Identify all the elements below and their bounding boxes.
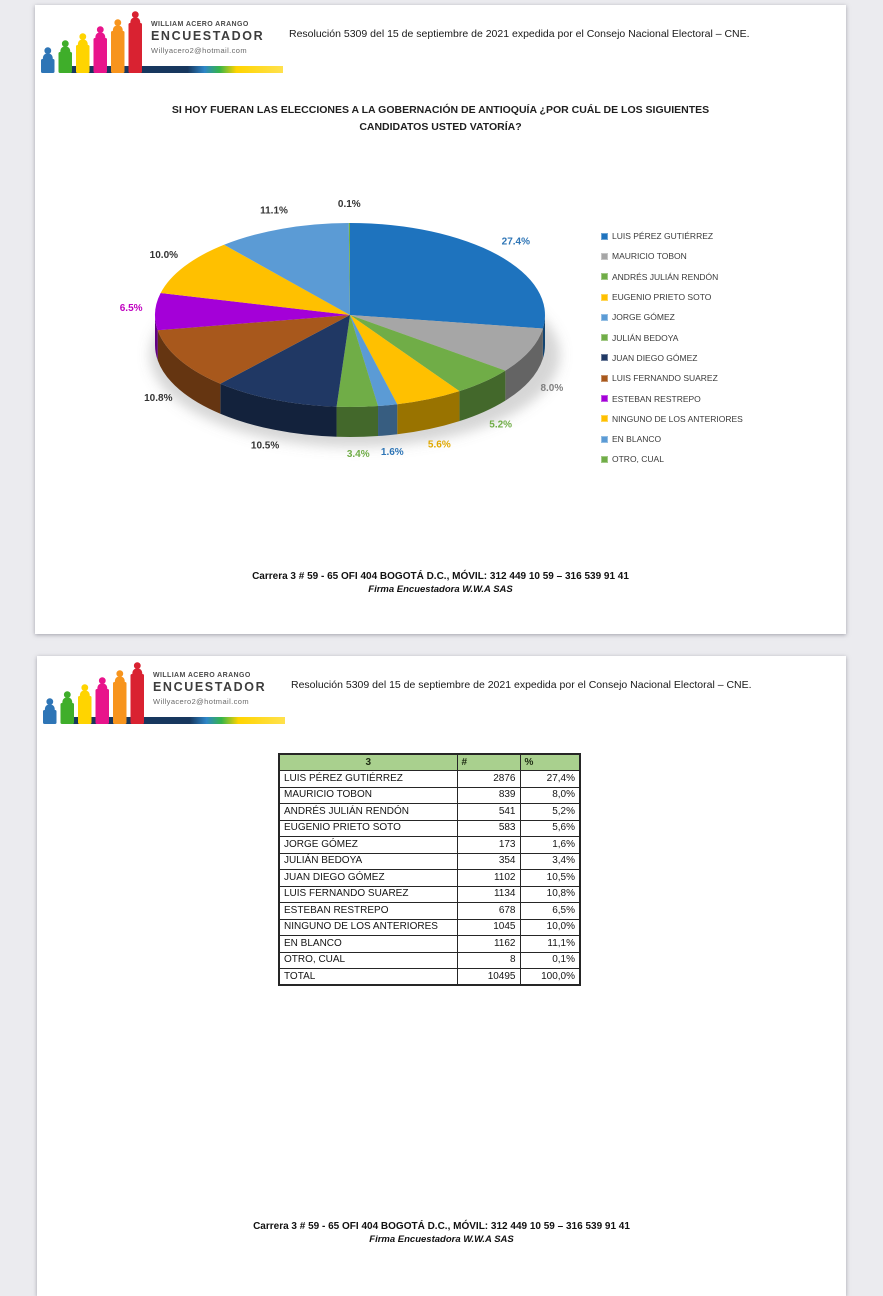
resolution-text: Resolución 5309 del 15 de septiembre de 2021 expedida por el Consejo Nacional Electoral – CNE. — [289, 28, 750, 40]
legend-item — [601, 246, 743, 266]
header-question-number: 3 — [279, 754, 457, 771]
candidate-name-cell: JULIÁN BEDOYA — [279, 853, 457, 870]
legend-item — [601, 388, 743, 408]
legend-swatch — [601, 314, 608, 321]
legend-item — [601, 368, 743, 388]
candidate-name-cell: TOTAL — [279, 969, 457, 986]
legend-swatch — [601, 375, 608, 382]
logo-figure — [76, 33, 90, 73]
logo-figure — [131, 662, 145, 724]
org-block — [151, 21, 291, 55]
resolution-text: Resolución 5309 del 15 de septiembre de 2021 expedida por el Consejo Nacional Electoral – CNE. — [291, 679, 752, 691]
logo-figure — [96, 677, 110, 724]
logo-figure — [129, 11, 143, 73]
percent-cell: 10,0% — [520, 919, 580, 936]
pie-data-label: 11.1% — [260, 205, 288, 217]
legend-label: MAURICIO TOBON — [612, 251, 687, 262]
candidate-name-cell: ANDRÉS JULIÁN RENDÓN — [279, 804, 457, 821]
table-row — [279, 886, 580, 903]
table-row — [279, 952, 580, 969]
logo-figure — [41, 47, 55, 73]
org-role: ENCUESTADOR — [153, 680, 267, 694]
legend-swatch — [601, 456, 608, 463]
legend-label: OTRO, CUAL — [612, 454, 664, 465]
pie-data-label: 8.0% — [540, 382, 564, 394]
legend-swatch — [601, 273, 608, 280]
legend-label: JORGE GÓMEZ — [612, 312, 675, 323]
legend-item — [601, 287, 743, 307]
pie-data-label: 10.5% — [250, 440, 280, 452]
org-name: WILLIAM ACERO ARANGO — [153, 672, 251, 679]
pie-data-label: 10.8% — [144, 393, 173, 405]
logo-figure — [43, 698, 57, 724]
org-email: Willyacero2@hotmail.com — [153, 697, 250, 706]
candidate-name-cell: MAURICIO TOBON — [279, 787, 457, 804]
legend-item — [601, 429, 743, 449]
pie-data-label: 5.6% — [427, 439, 451, 451]
legend-swatch — [601, 436, 608, 443]
footer-firm: Firma Encuestadora W.W.A SAS — [368, 584, 513, 595]
question-title-line2: CANDIDATOS USTED VATORÍA? — [359, 121, 522, 134]
legend-label: ESTEBAN RESTREPO — [612, 393, 701, 404]
legend-swatch — [601, 354, 608, 361]
legend-label: LUIS PÉREZ GUTIÉRREZ — [612, 231, 714, 242]
table-row — [279, 837, 580, 854]
count-cell: 678 — [457, 903, 520, 920]
count-cell: 8 — [457, 952, 520, 969]
org-name: WILLIAM ACERO ARANGO — [151, 21, 249, 28]
legend-item — [601, 327, 743, 347]
percent-cell: 8,0% — [520, 787, 580, 804]
question-title-line1: SI HOY FUERAN LAS ELECCIONES A LA GOBERNACIÓN DE ANTIOQUÍA ¿POR CUÁL DE LOS SIGUIENTES — [171, 104, 710, 116]
percent-cell: 10,8% — [520, 886, 580, 903]
table-header-row — [279, 754, 580, 771]
footer-address: Carrera 3 # 59 - 65 OFI 404 BOGOTÁ D.C., MÓVIL: 312 449 10 59 – 316 539 91 41 — [253, 1221, 630, 1232]
question-title — [75, 102, 806, 137]
candidate-name-cell: ESTEBAN RESTREPO — [279, 903, 457, 920]
legend-swatch — [601, 415, 608, 422]
count-cell: 354 — [457, 853, 520, 870]
table-row — [279, 853, 580, 870]
table-row — [279, 936, 580, 953]
legend-swatch — [601, 233, 608, 240]
candidate-name-cell: LUIS PÉREZ GUTIÉRREZ — [279, 771, 457, 788]
legend-label: LUIS FERNANDO SUAREZ — [612, 373, 718, 384]
pie-data-label: 0.1% — [337, 199, 361, 211]
legend-swatch — [601, 395, 608, 402]
header-count: # — [457, 754, 520, 771]
table-row — [279, 969, 580, 986]
count-cell: 2876 — [457, 771, 520, 788]
percent-cell: 3,4% — [520, 853, 580, 870]
count-cell: 1045 — [457, 919, 520, 936]
pie-data-label: 5.2% — [489, 419, 513, 431]
candidate-name-cell: EUGENIO PRIETO SOTO — [279, 820, 457, 837]
report-page-2 — [37, 656, 846, 1296]
percent-cell: 27,4% — [520, 771, 580, 788]
legend-label: ANDRÉS JULIÁN RENDÓN — [612, 271, 719, 282]
pie-data-label: 6.5% — [119, 302, 143, 314]
percent-cell: 5,2% — [520, 804, 580, 821]
legend-swatch — [601, 294, 608, 301]
table-row — [279, 787, 580, 804]
candidate-name-cell: JUAN DIEGO GÓMEZ — [279, 870, 457, 887]
header-percent: % — [520, 754, 580, 771]
candidate-name-cell: EN BLANCO — [279, 936, 457, 953]
logo-figure — [94, 26, 108, 73]
percent-cell: 11,1% — [520, 936, 580, 953]
pie-slice-side — [337, 406, 378, 437]
candidate-name-cell: OTRO, CUAL — [279, 952, 457, 969]
legend-label: JULIÁN BEDOYA — [612, 332, 679, 343]
legend-label: EN BLANCO — [612, 434, 662, 445]
pie-data-label: 3.4% — [346, 448, 370, 460]
count-cell: 1102 — [457, 870, 520, 887]
count-cell: 583 — [457, 820, 520, 837]
table-row — [279, 771, 580, 788]
percent-cell: 0,1% — [520, 952, 580, 969]
count-cell: 541 — [457, 804, 520, 821]
org-block — [153, 672, 293, 706]
table-row — [279, 903, 580, 920]
legend-item — [601, 307, 743, 327]
pie-slice-side — [378, 404, 397, 436]
logo-figure — [78, 684, 92, 724]
logo-figure — [61, 691, 75, 724]
pie-data-label: 10.0% — [149, 250, 179, 262]
legend-swatch — [601, 334, 608, 341]
table-row — [279, 870, 580, 887]
legend-swatch — [601, 253, 608, 260]
pie-data-label: 1.6% — [380, 446, 404, 458]
org-email: Willyacero2@hotmail.com — [151, 46, 248, 55]
legend-label: EUGENIO PRIETO SOTO — [612, 292, 712, 303]
legend-item — [601, 409, 743, 429]
legend-item — [601, 348, 743, 368]
percent-cell: 10,5% — [520, 870, 580, 887]
table-row — [279, 804, 580, 821]
count-cell: 10495 — [457, 969, 520, 986]
chart-legend — [601, 226, 743, 470]
page-footer — [35, 571, 846, 595]
candidate-name-cell: JORGE GÓMEZ — [279, 837, 457, 854]
legend-item — [601, 449, 743, 469]
percent-cell: 100,0% — [520, 969, 580, 986]
footer-address: Carrera 3 # 59 - 65 OFI 404 BOGOTÁ D.C., MÓVIL: 312 449 10 59 – 316 539 91 41 — [252, 571, 629, 582]
candidate-name-cell: LUIS FERNANDO SUAREZ — [279, 886, 457, 903]
count-cell: 173 — [457, 837, 520, 854]
logo-figure — [111, 19, 125, 73]
footer-firm: Firma Encuestadora W.W.A SAS — [369, 1234, 514, 1245]
count-cell: 1162 — [457, 936, 520, 953]
results-table — [278, 753, 581, 986]
legend-label: NINGUNO DE LOS ANTERIORES — [612, 413, 743, 424]
pie-chart — [100, 195, 640, 480]
percent-cell: 6,5% — [520, 903, 580, 920]
percent-cell: 1,6% — [520, 837, 580, 854]
legend-item — [601, 226, 743, 246]
page-footer — [37, 1221, 846, 1245]
table-row — [279, 919, 580, 936]
legend-label: JUAN DIEGO GÓMEZ — [612, 352, 698, 363]
logo-figure — [113, 670, 127, 724]
logo-figure — [59, 40, 73, 73]
count-cell: 1134 — [457, 886, 520, 903]
pie-data-label: 27.4% — [501, 236, 531, 248]
org-role: ENCUESTADOR — [151, 29, 265, 43]
legend-item — [601, 267, 743, 287]
count-cell: 839 — [457, 787, 520, 804]
table-row — [279, 820, 580, 837]
report-page-1 — [35, 5, 846, 634]
candidate-name-cell: NINGUNO DE LOS ANTERIORES — [279, 919, 457, 936]
percent-cell: 5,6% — [520, 820, 580, 837]
